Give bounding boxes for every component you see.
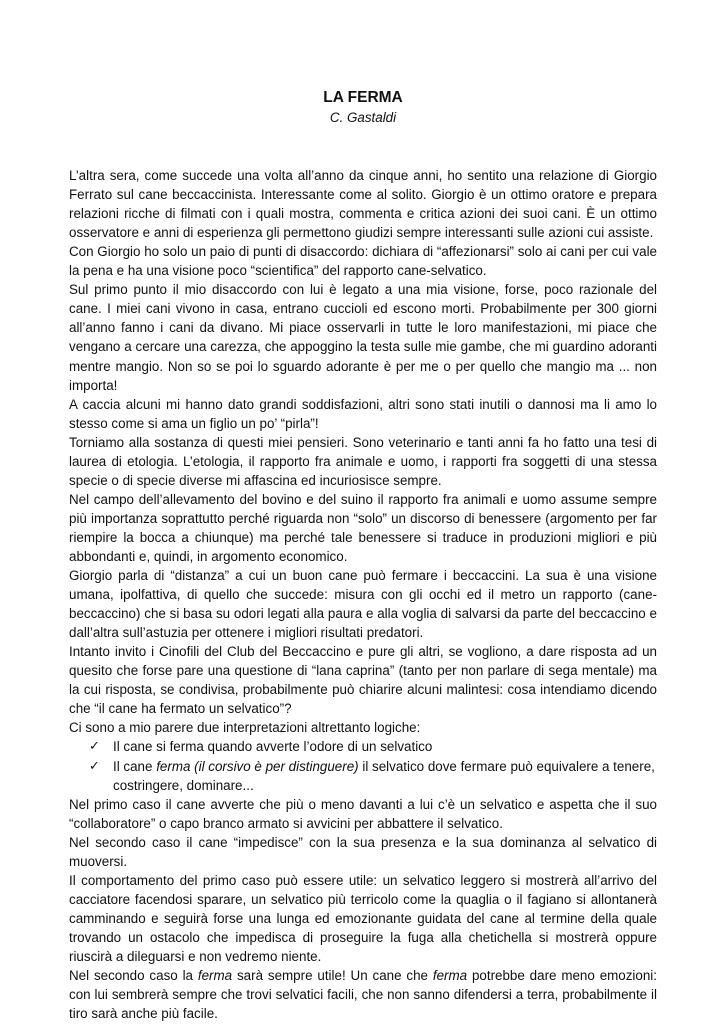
bullet-2-italic-note: ferma (il corsivo è per distinguere) [156, 758, 359, 774]
bullet-1-text: Il cane si ferma quando avverte l’odore di un selvatico [113, 739, 433, 755]
paragraph-13-part-b: sarà sempre utile! Un cane che [232, 968, 433, 984]
paragraph-1: L’altra sera, come succede una volta all’anno da cinque anni, ho sentito una relazione di Giorgio Ferrato sul cane beccaccinista. Interessante come al solito. Giorgio è un ottimo oratore e prepara relazioni ricche di filmati con i quali mostra, commenta e critica azioni dei suoi cani. È un ottimo osservatore e anni di esperienza gli permettono giudizi sempre interessanti sulle azioni cui assiste. [69, 168, 657, 241]
paragraph-10: Nel primo caso il cane avverte che più o meno davanti a lui c’è un selvatico e aspetta che il suo “collaboratore” o capo branco armato si avvicini per abbattere il selvatico. [69, 796, 657, 831]
ferma-italic-1: ferma [197, 968, 233, 984]
check-icon: ✓ [89, 739, 100, 755]
ferma-italic-2: ferma [432, 968, 468, 984]
paragraph-13-part-c: potrebbe dare meno emozioni: con lui sembrerà sempre che trovi selvatici facili, che non sanno difendersi a terra, probabilmente il tiro sarà anche più facile. [69, 968, 657, 1022]
paragraph-2: Con Giorgio ho solo un paio di punti di disaccordo: dichiara di “affezionarsi” solo ai cani per cui vale la pena e ha una visione poco “scientifica” del rapporto cane-selvatico. [69, 244, 657, 279]
document-author: C. Gastaldi [329, 110, 397, 125]
paragraph-13 [69, 966, 657, 1023]
paragraph-11: Nel secondo caso il cane “impedisce” con la sua presenza e la sua dominanza al selvatico di muoversi. [69, 834, 657, 869]
list-item [89, 757, 657, 795]
paragraph-13-part-a: Nel secondo caso la [69, 968, 198, 984]
paragraph-6: Nel campo dell’allevamento del bovino e del suino il rapporto fra animali e uomo assume sempre più importanza soprattutto perché riguarda non “solo” un discorso di benessere (argomento per far riempire la bocca a chiunque) ma perché tale benessere si traduce in produzioni migliori e più abbondanti e, quindi, in argomento economico. [69, 491, 657, 564]
paragraph-8: Intanto invito i Cinofili del Club del Beccaccino e pure gli altri, se vogliono, a dare risposta ad un quesito che forse pare una questione di “lana caprina” (tanto per non parlare di sega mentale) ma la cui risposta, se condivisa, probabilmente può chiarire alcuni malintesi: cosa intendiamo dicendo che “il cane ha fermato un selvatico”? [69, 644, 657, 717]
list-item [89, 737, 657, 756]
paragraph-12: Il comportamento del primo caso può essere utile: un selvatico leggero si mostrerà all’arrivo del cacciatore facendosi sparare, un selvatico più terricolo come la quaglia o il fagiano si allontanerà camminando e seguirà forse una lunga ed emozionante guidata del cane al termine della quale trovando un ostacolo che impedisca di proseguire la fuga alla chetichella si mostrerà oppure riuscirà a dileguarsi e non vedremo niente. [69, 872, 657, 964]
paragraph-7: Giorgio parla di “distanza” a cui un buon cane può fermare i beccaccini. La sua è una visione umana, ipolfattiva, di quello che succede: misura con gli occhi ed il metro un rapporto (cane-beccaccino) che si basa su odori legati alla paura e alla voglia di salvarsi da parte del beccaccino e dall’altra sull’astuzia per ottenere i migliori risultati predatori. [69, 568, 657, 641]
interpretations-list [69, 737, 657, 794]
paragraph-3: Sul primo punto il mio disaccordo con lui è legato a una mia visione, forse, poco razionale del cane. I miei cani vivono in casa, entrano cuccioli ed escono morti. Probabilmente per 300 giorni all’anno fanno i cani da divano. Mi piace osservarli in tutte le loro manifestazioni, mi piace che vengano a cercare una carezza, che appoggino la testa sulle mie gambe, che mi guardino adoranti mentre mangio. Non so se poi lo sguardo adorante è per me o per quello che mangio ma ... non importa! [69, 282, 657, 393]
bullet-2-text-pre: Il cane [113, 758, 157, 774]
paragraph-5: Torniamo alla sostanza di questi miei pensieri. Sono veterinario e tanti anni fa ho fatto una tesi di laurea di etologia. L’etologia, il rapporto fra animale e uomo, i rapporti fra soggetti di una stessa specie o di specie diverse mi affascina ed incuriosisce sempre. [69, 434, 657, 488]
paragraph-9: Ci sono a mio parere due interpretazioni altrettanto logiche: [69, 720, 421, 736]
check-icon: ✓ [89, 758, 100, 774]
bullet-2-text-post: il selvatico dove fermare può equivalere a tenere, costringere, dominare... [113, 758, 655, 793]
document-page [69, 88, 657, 1023]
document-title: LA FERMA [323, 89, 403, 106]
paragraph-4: A caccia alcuni mi hanno dato grandi soddisfazioni, altri sono stati inutili o dannosi ma li amo lo stesso come si ama un figlio un po’ “pirla”! [69, 396, 657, 431]
